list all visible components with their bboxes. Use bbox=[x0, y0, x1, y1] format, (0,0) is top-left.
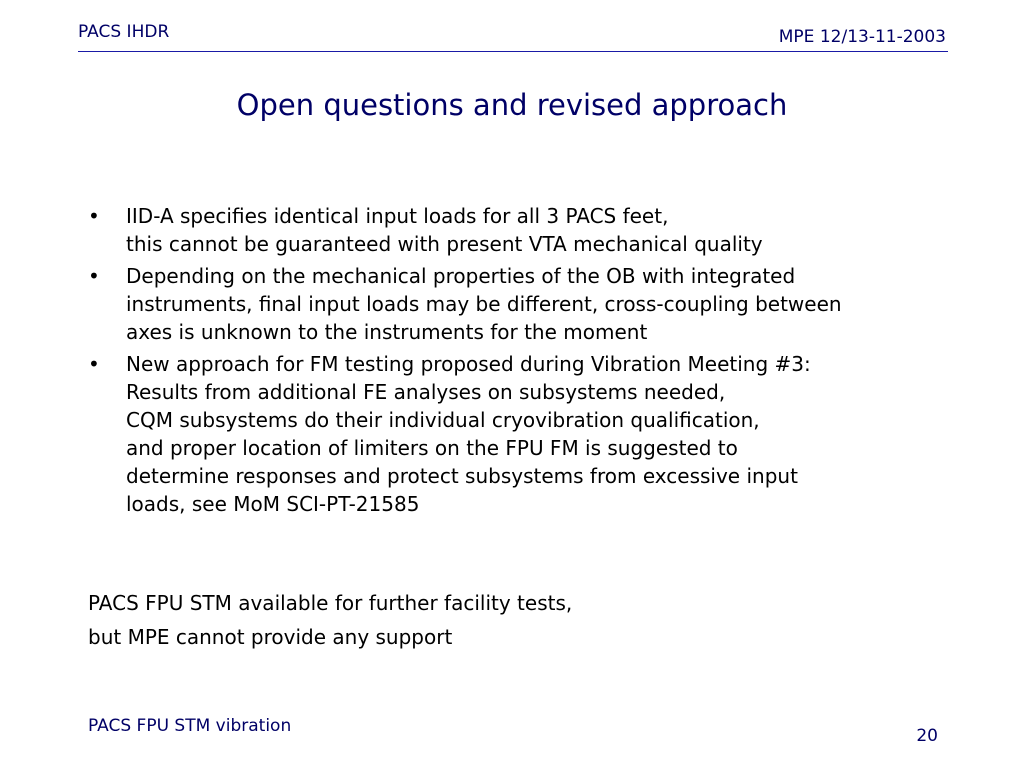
bullet-1-line-1: IID-A specifies identical input loads for all 3 PACS feet, bbox=[126, 204, 669, 228]
page-number: 20 bbox=[916, 726, 938, 746]
slide-title: Open questions and revised approach bbox=[236, 88, 788, 122]
bullet-list bbox=[88, 202, 948, 522]
header-right-label: MPE 12/13-11-2003 bbox=[778, 27, 946, 47]
bullet-item-2 bbox=[88, 262, 948, 346]
bullet-2-line-1: Depending on the mechanical properties of the OB with integrated bbox=[126, 264, 796, 288]
footer-label: PACS FPU STM vibration bbox=[88, 716, 292, 736]
bullet-2-line-2: instruments, final input loads may be different, cross-coupling between bbox=[126, 292, 842, 316]
bullet-marker: • bbox=[88, 264, 100, 288]
bullet-marker: • bbox=[88, 352, 100, 376]
header-divider bbox=[78, 51, 948, 52]
closing-paragraph bbox=[88, 586, 572, 654]
bullet-3-line-1: New approach for FM testing proposed during Vibration Meeting #3: bbox=[126, 352, 811, 376]
bullet-3-line-6: loads, see MoM SCI-PT-21585 bbox=[126, 492, 420, 516]
header-left-label: PACS IHDR bbox=[78, 22, 170, 42]
closing-line-2: but MPE cannot provide any support bbox=[88, 625, 453, 649]
closing-line-1: PACS FPU STM available for further facility tests, bbox=[88, 591, 573, 615]
bullet-1-line-2: this cannot be guaranteed with present VTA mechanical quality bbox=[126, 232, 763, 256]
bullet-3-line-2: Results from additional FE analyses on subsystems needed, bbox=[126, 380, 726, 404]
bullet-item-3 bbox=[88, 350, 948, 518]
bullet-2-line-3: axes is unknown to the instruments for the moment bbox=[126, 320, 648, 344]
bullet-marker: • bbox=[88, 204, 100, 228]
bullet-3-line-4: and proper location of limiters on the FPU FM is suggested to bbox=[126, 436, 738, 460]
bullet-3-line-5: determine responses and protect subsystems from excessive input bbox=[126, 464, 798, 488]
bullet-item-1 bbox=[88, 202, 948, 258]
bullet-3-line-3: CQM subsystems do their individual cryovibration qualification, bbox=[126, 408, 760, 432]
